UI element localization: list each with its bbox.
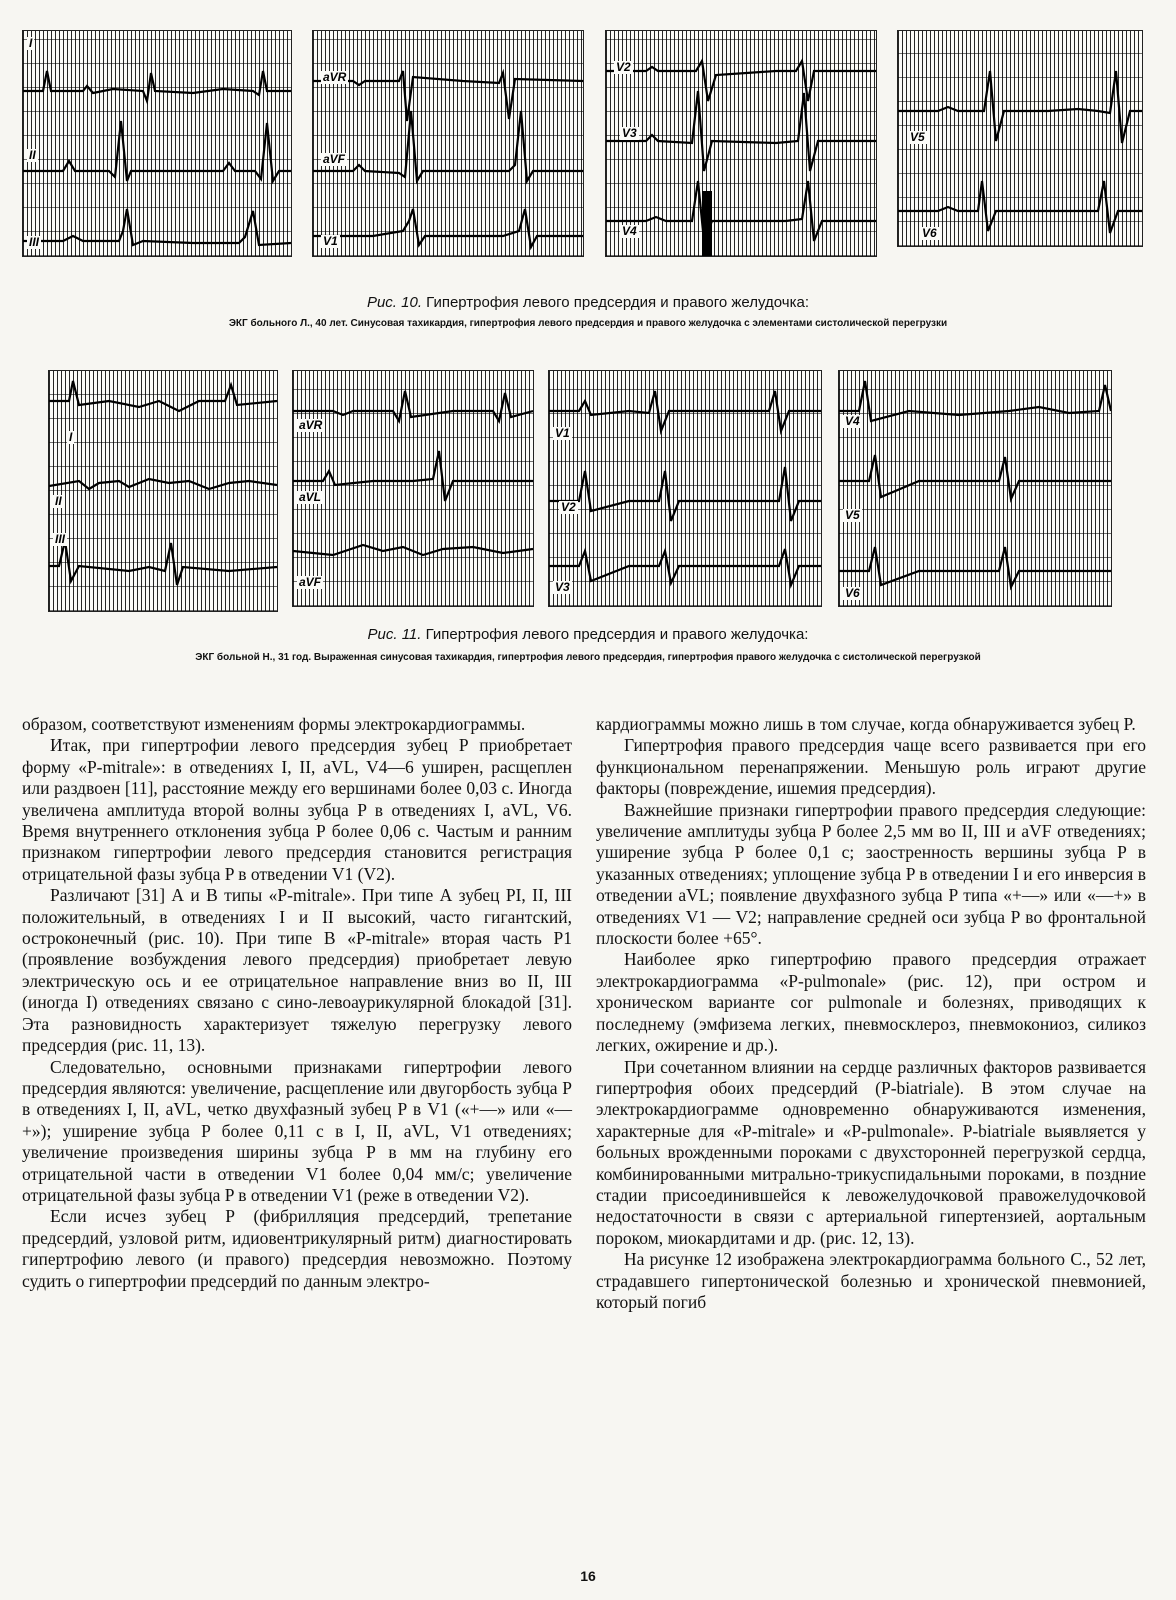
figure-10-caption-number: Рис. 10. <box>366 294 422 311</box>
ecg-panel-fig10-chest-2 <box>897 30 1143 247</box>
paragraph: Наиболее ярко гипертрофию правого предсердия отражает электрокардиограмма «P-pulmonale» (рис. 12), при остром и хроническом варианте cor pulmonale и болезнях, приводящих к последнему (эмфизема легких, пневмосклероз, пневмокониоз, силикоз легких, ожирение и др.). <box>596 949 1146 1056</box>
paragraph: Следовательно, основными признаками гипертрофии левого предсердия являются: увеличение, расщепление или двугорбость зубца P в отведениях I, II, aVL, четко двухфазный зубец P в V1 («+—» или «—+»); уширение зубца P более 0,11 с в I, II, aVL, V1 отведениях; увеличение произведения ширины зубца P в мм на глубину его отрицательной части в отведении V1 более 0,04 мм/с; увеличение отрицательной фазы зубца P в отведении V1 (реже в отведении V2). <box>22 1056 572 1205</box>
figure-10-caption-text: Гипертрофия левого предсердия и правого желудочка: <box>426 294 810 311</box>
lead-label: V4 <box>845 414 860 428</box>
ecg-trace-fig10-chest-1 <box>606 31 876 256</box>
right-text-column <box>596 714 1146 1313</box>
figure-10-caption-desc: ЭКГ больного Л., 40 лет. Синусовая тахикардия, гипертрофия левого предсердия и правого желудочка с элементами систолической перегрузки <box>228 318 948 329</box>
lead-label: III <box>55 532 66 546</box>
figure-10-caption-title <box>0 294 1176 311</box>
lead-label: II <box>29 148 36 162</box>
ecg-trace-fig10-limb <box>23 31 291 256</box>
paragraph: Важнейшие признаки гипертрофии правого предсердия следующие: увеличение амплитуды зубца P более 2,5 мм во II, III и aVF отведениях; уширение зубца P более 0,1 с; заостренность вершины зубца P в указанных отведениях; уплощение зубца P в отведении I и его инверсия в отведении aVL; появление двухфазного зубца P типа «+—» или «—+» в отведениях V1 — V2; направление средней оси зубца P во фронтальной плоскости более +65°. <box>596 799 1146 949</box>
ecg-trace-fig11-chest-2 <box>839 371 1111 606</box>
page-number: 16 <box>580 1568 596 1584</box>
lead-label: V2 <box>616 60 631 74</box>
lead-label: V3 <box>555 580 570 594</box>
ecg-trace-fig11-chest-1 <box>549 371 821 606</box>
lead-label: V3 <box>622 126 637 140</box>
lead-label: V1 <box>323 234 338 248</box>
ecg-panel-fig11-chest-2 <box>838 370 1112 607</box>
ecg-panel-fig10-augmented <box>312 30 584 257</box>
lead-label: V1 <box>555 426 570 440</box>
ecg-panel-fig11-limb <box>48 370 278 612</box>
lead-label: V5 <box>845 508 860 522</box>
lead-label: V6 <box>922 226 937 240</box>
paragraph: На рисунке 12 изображена электрокардиограмма больного С., 52 лет, страдавшего гипертонической болезнью и хронической пневмонией, который погиб <box>596 1249 1146 1312</box>
ecg-trace-fig10-chest-2 <box>898 31 1142 246</box>
lead-label: aVF <box>323 152 346 166</box>
lead-label: V6 <box>845 586 860 600</box>
figure-11-caption-number: Рис. 11. <box>367 626 422 643</box>
figure-11-caption-desc: ЭКГ больной Н., 31 год. Выраженная синусовая тахикардия, гипертрофия левого предсердия, гипертрофия правого желудочка с систолической перегрузкой <box>195 652 981 663</box>
lead-label: aVR <box>323 70 347 84</box>
lead-label: aVL <box>299 490 322 504</box>
ecg-panel-fig11-augmented <box>292 370 534 607</box>
ecg-panel-fig10-chest-1 <box>605 30 877 257</box>
ecg-panel-fig10-limb <box>22 30 292 257</box>
lead-label: V5 <box>910 130 925 144</box>
ecg-panel-fig11-chest-1 <box>548 370 822 607</box>
lead-label: V4 <box>622 224 637 238</box>
paragraph: кардиограммы можно лишь в том случае, когда обнаруживается зубец P. <box>596 714 1136 734</box>
paragraph: Гипертрофия правого предсердия чаще всего развивается при его функциональном перенапряжении. Меньшую роль играют другие факторы (повреждение, ишемия предсердия). <box>596 735 1146 799</box>
paragraph: Если исчез зубец P (фибрилляция предсердий, трепетание предсердий, узловой ритм, идиовентрикулярный ритм) диагностировать гипертрофию левого (и правого) предсердия невозможно. Поэтому судить о гипертрофии предсердий по данным электро- <box>22 1206 572 1291</box>
left-text-column <box>22 714 572 1292</box>
lead-label: V2 <box>561 500 576 514</box>
lead-label: II <box>55 494 62 508</box>
figure-11-caption-text: Гипертрофия левого предсердия и правого желудочка: <box>425 626 809 643</box>
lead-label: aVF <box>299 575 322 589</box>
paragraph: образом, соответствуют изменениям формы электрокардиограммы. <box>22 714 526 734</box>
paragraph: При сочетанном влиянии на сердце различных факторов развивается гипертрофия обоих предсердий (P-biatriale). В этом случае на электрокардиограмме одновременно обнаруживаются изменения, характерные для «P-mitrale» и «P-pulmonale». P-biatriale выявляется у больных врожденными пороками с двухсторонней перегрузкой сердца, комбинированными митрально-трикуспидальными пороками, в поздние стадии присоединившейся к левожелудочковой правожелудочковой недостаточности в связи с артериальной гипертензией, аортальным пороком, миокардитами и др. (рис. 12, 13). <box>596 1056 1146 1248</box>
ecg-trace-fig10-augmented <box>313 31 583 256</box>
paragraph: Итак, при гипертрофии левого предсердия зубец P приобретает форму «P-mitrale»: в отведениях I, II, aVL, V4—6 уширен, расщеплен или раздвоен [11], расстояние между его вершинами более 0,03 с. Иногда увеличена амплитуда второй волны зубца P в отведениях I, aVL, V6. Время внутреннего отклонения зубца P более 0,06 с. Частым и ранним признаком гипертрофии левого предсердия становится регистрация отрицательной фазы зубца P в отведении V1 (V2). <box>22 735 572 884</box>
ecg-trace-fig11-augmented <box>293 371 533 606</box>
ecg-trace-fig11-limb <box>49 371 277 611</box>
paragraph: Различают [31] А и В типы «P-mitrale». При типе А зубец PI, II, III положительный, в отведениях I и II высокий, часто гигантский, остроконечный (рис. 10). При типе В «P-mitrale» вторая часть P1 (проявление возбуждения левого предсердия) приобретает левую электрическую ось и ее отрицательное направление вниз во II, III (иногда I) отведениях связано с сино-левоаурикулярной блокадой [31]. Эта разновидность характеризует тяжелую перегрузку левого предсердия (рис. 11, 13). <box>22 885 572 1056</box>
lead-label: aVR <box>299 418 323 432</box>
lead-label: III <box>29 235 40 249</box>
lead-label: I <box>29 36 33 50</box>
lead-label: I <box>69 430 73 444</box>
figure-11-caption-title <box>0 626 1176 643</box>
